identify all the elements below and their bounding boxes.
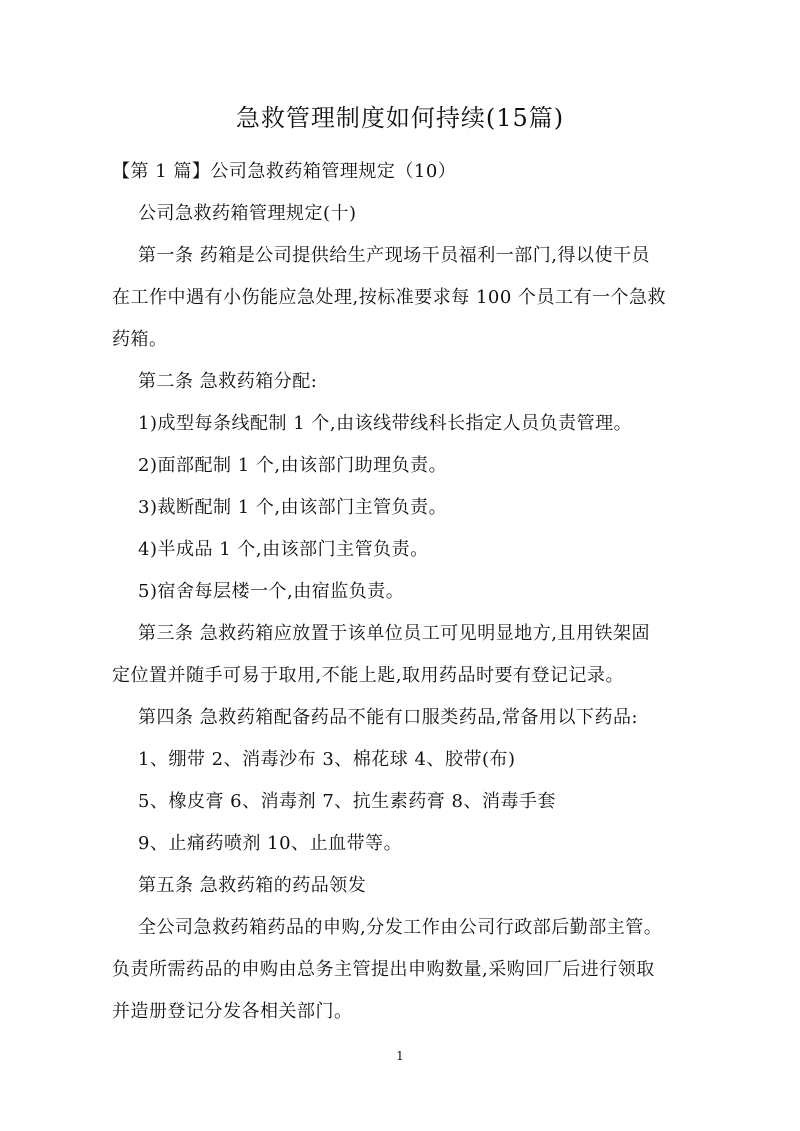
paragraph-line: 定位置并随手可易于取用,不能上匙,取用药品时要有登记记录。 bbox=[112, 665, 624, 686]
list-item: 9、止痛药喷剂 10、止血带等。 bbox=[138, 833, 403, 854]
list-item: 1、绷带 2、消毒沙布 3、棉花球 4、胶带(布) bbox=[138, 749, 516, 770]
page-number: 1 bbox=[396, 1049, 404, 1063]
paragraph-line: 公司急救药箱管理规定(十) bbox=[138, 203, 357, 224]
paragraph-line: 负责所需药品的申购由总务主管提出申购数量,采购回厂后进行领取 bbox=[112, 959, 655, 980]
paragraph-line: 第三条 急救药箱应放置于该单位员工可见明显地方,且用铁架固 bbox=[138, 623, 650, 644]
list-item: 4)半成品 1 个,由该部门主管负责。 bbox=[138, 539, 429, 560]
list-item: 2)面部配制 1 个,由该部门助理负责。 bbox=[138, 455, 448, 476]
list-item: 3)裁断配制 1 个,由该部门主管负责。 bbox=[138, 497, 448, 518]
paragraph-line: 在工作中遇有小伤能应急处理,按标准要求每 100 个员工有一个急救 bbox=[112, 287, 667, 308]
paragraph-line: 并造册登记分发各相关部门。 bbox=[112, 1001, 353, 1022]
paragraph-line: 第一条 药箱是公司提供给生产现场干员福利一部门,得以使干员 bbox=[138, 245, 650, 266]
section-heading: 【第 1 篇】公司急救药箱管理规定（10） bbox=[112, 161, 457, 182]
list-item: 5、橡皮膏 6、消毒剂 7、抗生素药膏 8、消毒手套 bbox=[138, 791, 556, 812]
paragraph-line: 第四条 急救药箱配备药品不能有口服类药品,常备用以下药品: bbox=[138, 707, 639, 728]
paragraph-line: 第二条 急救药箱分配: bbox=[138, 371, 318, 392]
paragraph-line: 全公司急救药箱药品的申购,分发工作由公司行政部后勤部主管。 bbox=[138, 917, 663, 938]
paragraph-line: 第五条 急救药箱的药品领发 bbox=[138, 875, 367, 896]
document-title: 急救管理制度如何持续(15篇) bbox=[235, 104, 565, 132]
list-item: 1)成型每条线配制 1 个,由该线带线科长指定人员负责管理。 bbox=[138, 413, 633, 434]
list-item: 5)宿舍每层楼一个,由宿监负责。 bbox=[138, 581, 405, 602]
paragraph-line: 药箱。 bbox=[112, 329, 168, 350]
